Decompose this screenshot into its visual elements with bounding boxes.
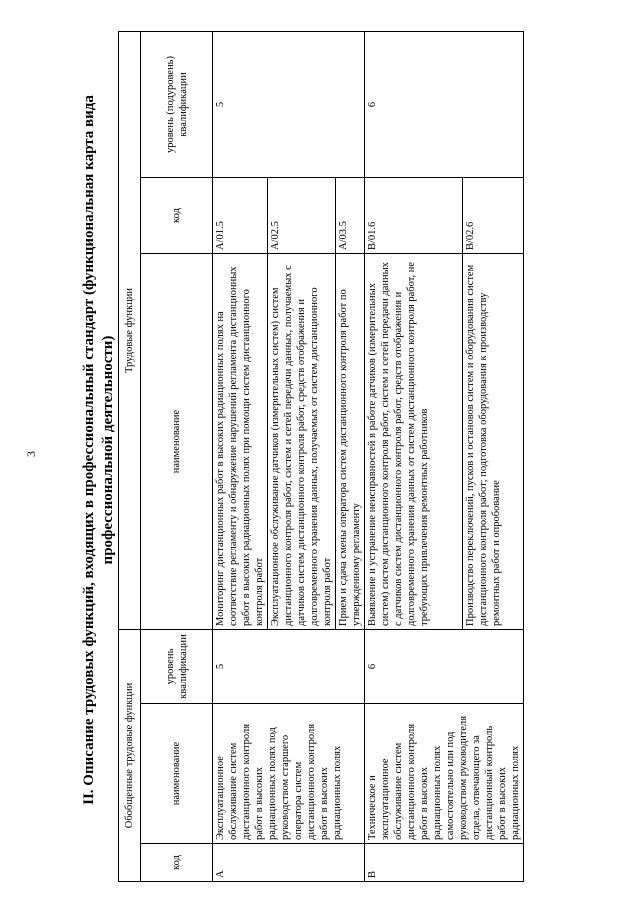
- section-title-line-2: профессиональной деятельности): [100, 335, 116, 565]
- tf-code-header: код: [141, 178, 213, 254]
- tf-level-header: уровень (подуровень) квалификации: [141, 31, 213, 177]
- tf-code: A/03.5: [336, 178, 365, 254]
- tf-level: 6: [365, 31, 524, 177]
- section-title: [80, 20, 118, 880]
- tf-code: B/01.6: [365, 178, 463, 254]
- section-title-line-1: II. Описание трудовых функций, входящих в профессиональный стандарт (функциональная карта вида: [81, 95, 97, 805]
- table-row: [213, 31, 268, 881]
- tf-code: A/01.5: [213, 178, 268, 254]
- labor-functions-header: Трудовые функции: [119, 31, 141, 629]
- tf-name-header: наименование: [141, 254, 213, 630]
- name-header: наименование: [141, 704, 213, 844]
- gtf-name: Техническое и эксплуатационное обслуживание систем дистанционного контроля работ в высоких радиационных полях самостоятельно или под руководством руководителя отдела, отвечающего за дистанционный контроль работ в высоких радиационных полях: [365, 704, 524, 844]
- page-number: 3: [24, 451, 38, 457]
- tf-code: A/02.5: [268, 178, 336, 254]
- code-header: код: [141, 844, 213, 882]
- gtf-name: Эксплуатационное обслуживание систем дистанционного контроля работ в высоких радиационных полях под руководством старшего оператора систем дистанционного контроля работ в высоких радиационных полях: [213, 704, 365, 844]
- gtf-level: 5: [213, 630, 365, 704]
- tf-name: Производство переключений, пусков и остановов систем и оборудования систем дистанционного контроля работ; подготовка оборудования к производству ремонтных работ и опробование: [463, 254, 524, 630]
- level-header: уровень квалификации: [141, 630, 213, 704]
- tf-name: Прием и сдача смены оператора систем дистанционного контроля работ по утвержденному регламенту: [336, 254, 365, 630]
- tf-level: 5: [213, 31, 365, 177]
- tf-code: B/02.6: [463, 178, 524, 254]
- tf-name: Эксплуатационное обслуживание датчиков (измерительных систем) систем дистанционного контроля работ, систем и сетей передачи данных, получаемых с датчиков систем дистанционного контроля работ, средств отображения и долговременного хранения данных, получаемых от систем дистанционного контроля работ: [268, 254, 336, 630]
- functional-map-table-wrapper: [118, 32, 626, 882]
- table-row: [365, 31, 463, 881]
- functional-map-table: [118, 31, 524, 882]
- tf-name: Мониторинг дистанционных работ в высоких радиационных полях на соответствие регламенту и обнаружение нарушений регламента дистанционных работ в высоких радиационных полях при помощи систем дистанционного контроля работ: [213, 254, 268, 630]
- generalized-functions-header: Обобщенные трудовые функции: [119, 630, 141, 882]
- gtf-code: A: [213, 844, 365, 882]
- gtf-code: B: [365, 844, 524, 882]
- tf-name: Выявление и устранение неисправностей в работе датчиков (измерительных систем) систем дистанционного контроля работ, систем и сетей передачи данных с датчиков систем дистанционного контроля работ, средств отображения и долговременного хранения данных от систем дистанционного контроля работ, не требующих привлечения ремонтных работников: [365, 254, 463, 630]
- gtf-level: 6: [365, 630, 524, 704]
